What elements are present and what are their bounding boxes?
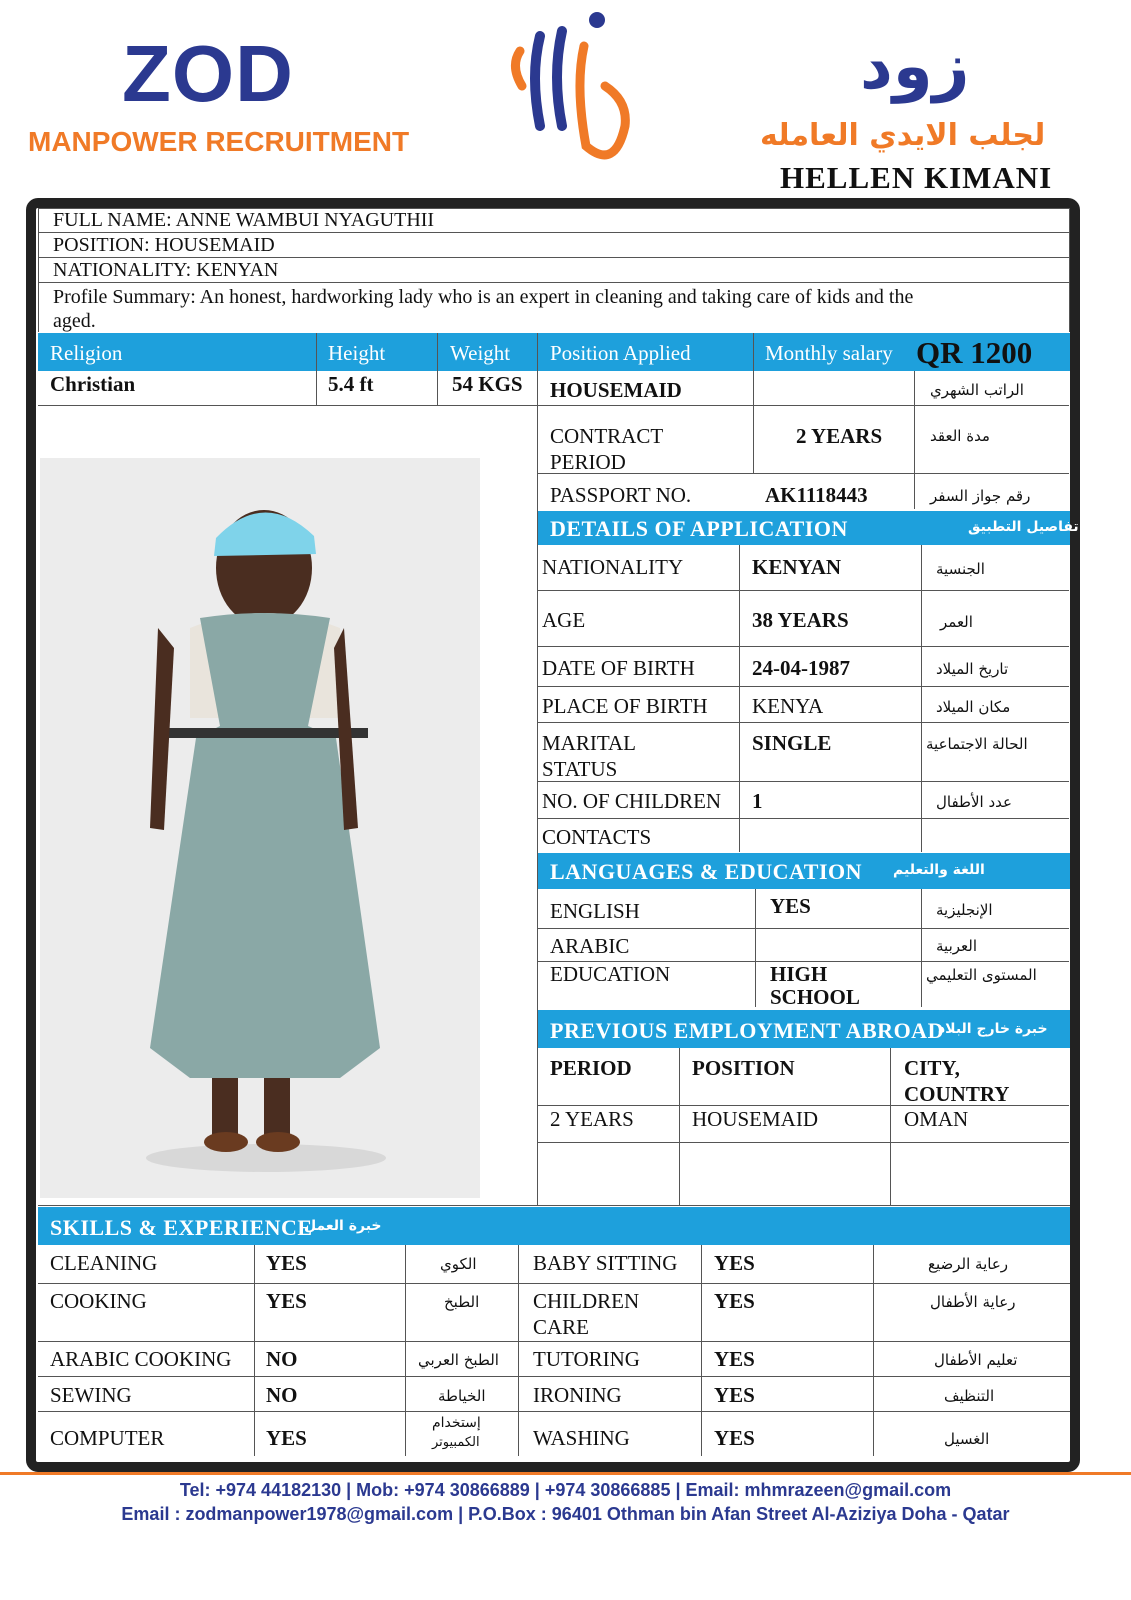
skill-ironing-arabic: التنظيف (944, 1387, 995, 1405)
pob-value: KENYA (752, 694, 824, 718)
details-title: DETAILS OF APPLICATION (550, 516, 848, 541)
skill-cleaning-value: YES (266, 1251, 307, 1275)
skill-children-care-value: YES (714, 1289, 755, 1313)
employment-period: 2 YEARS (550, 1107, 634, 1131)
skill-cooking: COOKING (50, 1289, 147, 1313)
employment-header-country: COUNTRY (904, 1082, 1010, 1106)
languages-title: LANGUAGES & EDUCATION (550, 859, 863, 884)
education-label: EDUCATION (550, 962, 671, 986)
skill-computer-arabic-2: الكمبيوتر (432, 1435, 480, 1450)
english-value: YES (770, 894, 811, 918)
skill-baby-sitting: BABY SITTING (533, 1251, 678, 1275)
employment-title: PREVIOUS EMPLOYMENT ABROAD (550, 1018, 944, 1043)
education-value-2: SCHOOL (770, 985, 860, 1009)
footer-address-line: Email : zodmanpower1978@gmail.com | P.O.Box : 96401 Othman bin Afan Street Al-Aziziya Doha - Qatar (121, 1504, 1010, 1524)
age-value: 38 YEARS (752, 608, 849, 632)
skill-computer-value: YES (266, 1426, 307, 1450)
skill-tutoring: TUTORING (533, 1347, 640, 1371)
pob-label: PLACE OF BIRTH (542, 694, 708, 718)
children-arabic: عدد الأطفال (936, 793, 1012, 811)
arabic-arabic: العربية (936, 937, 977, 955)
skill-washing-arabic: الغسيل (944, 1430, 990, 1448)
contacts-label: CONTACTS (542, 825, 652, 849)
height-value: 5.4 ft (328, 372, 374, 396)
age-arabic: العمر (940, 613, 973, 631)
salary-label: Monthly salary (765, 341, 893, 365)
nationality-label: NATIONALITY (542, 555, 684, 579)
english-label: ENGLISH (550, 899, 640, 923)
position-applied-label: Position Applied (550, 341, 691, 365)
skill-baby-sitting-value: YES (714, 1251, 755, 1275)
nationality-arabic: الجنسية (936, 560, 985, 578)
position-applied-value: HOUSEMAID (550, 378, 682, 402)
details-title-arabic: تفاصيل التطبيق (968, 519, 1079, 535)
contract-arabic: مدة العقد (930, 427, 990, 445)
salary-arabic: الراتب الشهري (930, 381, 1024, 399)
marital-value: SINGLE (752, 731, 832, 755)
footer-contact-line: Tel: +974 44182130 | Mob: +974 30866889 | +974 30866885 | Email: mhmrazeen@gmail.com (179, 1480, 952, 1500)
company-logo-text: ZOD (122, 29, 294, 118)
skill-cleaning: CLEANING (50, 1251, 158, 1275)
company-logo-icon (500, 6, 640, 176)
dob-label: DATE OF BIRTH (542, 656, 695, 680)
skill-washing: WASHING (533, 1426, 630, 1450)
contract-label-2: PERIOD (550, 450, 626, 474)
skill-ironing-value: YES (714, 1383, 755, 1407)
profile-summary: Profile Summary: An honest, hardworking lady who is an expert in cleaning and taking care of kids and the (53, 286, 914, 308)
skill-tutoring-arabic: تعليم الأطفال (934, 1351, 1018, 1369)
arabic-label: ARABIC (550, 934, 630, 958)
company-logo-arabic: زود (860, 30, 970, 104)
full-name: FULL NAME: ANNE WAMBUI NYAGUTHII (53, 209, 435, 231)
candidate-photo (40, 458, 480, 1198)
employment-position: HOUSEMAID (692, 1107, 818, 1131)
details-band (538, 511, 1079, 545)
skill-baby-sitting-arabic: رعاية الرضيع (928, 1255, 1009, 1273)
footer-divider (0, 1472, 1131, 1475)
company-tagline-arabic: لجلب الايدي العامله (760, 118, 1046, 153)
dob-arabic: تاريخ الميلاد (936, 660, 1009, 678)
languages-band (538, 853, 1070, 889)
skill-children-care-2: CARE (533, 1315, 590, 1339)
weight-label: Weight (450, 341, 511, 365)
skill-tutoring-value: YES (714, 1347, 755, 1371)
skill-cooking-value: YES (266, 1289, 307, 1313)
skill-arabic-cooking: ARABIC COOKING (50, 1347, 232, 1371)
religion-value: Christian (50, 372, 136, 396)
company-tagline: MANPOWER RECRUITMENT (28, 126, 410, 157)
education-value: HIGH (770, 962, 828, 986)
skill-sewing: SEWING (50, 1383, 132, 1407)
marital-label: MARITAL (542, 731, 636, 755)
skill-sewing-arabic: الخياطة (438, 1387, 486, 1405)
languages-title-arabic: اللغة والتعليم (893, 862, 985, 878)
salary-value: QR 1200 (916, 335, 1033, 370)
nationality: NATIONALITY: KENYAN (53, 259, 279, 281)
contract-label: CONTRACT (550, 424, 664, 448)
dob-value: 24-04-1987 (752, 656, 850, 680)
passport-arabic: رقم جواز السفر (930, 487, 1031, 505)
religion-label: Religion (50, 341, 123, 365)
skill-computer-arabic: إستخدام (432, 1415, 481, 1431)
english-arabic: الإنجليزية (936, 901, 993, 919)
children-label: NO. OF CHILDREN (542, 789, 722, 813)
skill-computer: COMPUTER (50, 1426, 165, 1450)
height-label: Height (328, 341, 386, 365)
agent-name: HELLEN KIMANI (780, 160, 1053, 195)
passport-value: AK1118443 (765, 483, 868, 507)
marital-arabic: الحالة الاجتماعية (926, 735, 1028, 753)
skill-arabic-cooking-value: NO (266, 1347, 298, 1371)
age-label: AGE (542, 608, 586, 632)
employment-header-position: POSITION (692, 1056, 795, 1080)
skill-children-care: CHILDREN (533, 1289, 640, 1313)
profile-summary-cont: aged. (53, 310, 96, 332)
skill-cooking-arabic: الطبخ (444, 1293, 480, 1311)
position: POSITION: HOUSEMAID (53, 234, 275, 256)
skill-ironing: IRONING (533, 1383, 622, 1407)
passport-label: PASSPORT NO. (550, 483, 692, 507)
weight-value: 54 KGS (452, 372, 523, 396)
skills-title-arabic: خبرة العمل (304, 1218, 382, 1234)
nationality-value: KENYAN (752, 555, 842, 579)
pob-arabic: مكان الميلاد (936, 698, 1011, 716)
employment-header-city: CITY, (904, 1056, 960, 1080)
education-arabic: المستوى التعليمي (926, 966, 1037, 984)
skill-children-care-arabic: رعاية الأطفال (930, 1293, 1016, 1311)
skills-band (38, 1207, 1070, 1245)
contract-value: 2 YEARS (796, 424, 883, 448)
skills-title: SKILLS & EXPERIENCE (50, 1215, 313, 1240)
skill-cleaning-arabic: الكوي (440, 1255, 477, 1273)
skill-arabic-cooking-arabic: الطبخ العربي (418, 1351, 499, 1369)
skill-washing-value: YES (714, 1426, 755, 1450)
employment-band (538, 1010, 1070, 1048)
employment-header-period: PERIOD (550, 1056, 632, 1080)
children-value: 1 (752, 789, 763, 813)
skill-sewing-value: NO (266, 1383, 298, 1407)
marital-label-2: STATUS (542, 757, 618, 781)
employment-title-arabic: خبرة خارج البلاد (938, 1021, 1048, 1037)
employment-country: OMAN (904, 1107, 969, 1131)
